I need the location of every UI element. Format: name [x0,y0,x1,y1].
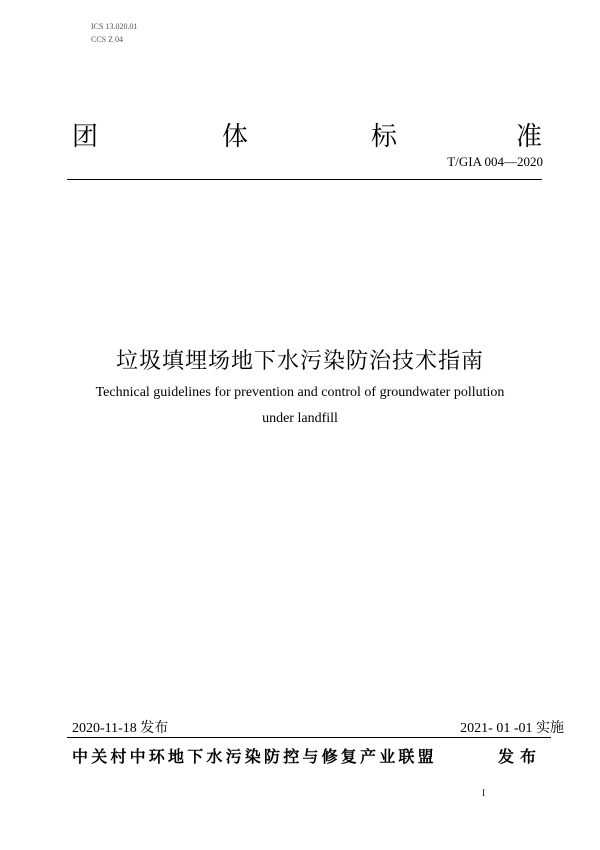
issue-date: 2020-11-18 发布 [72,721,169,736]
header-divider [67,179,542,180]
page-number: I [482,788,485,798]
standard-type-char: 准 [516,122,543,152]
issuer-suffix: 发布 [498,747,543,766]
footer-divider [67,737,551,738]
title-english-line2: under landfill [262,411,338,426]
standard-type-char: 标 [371,122,398,152]
title-chinese: 垃圾填埋场地下水污染防治技术指南 [115,349,484,374]
implement-date: 2021- 01 -01 实施 [460,721,564,736]
title-english-line1: Technical guidelines for prevention and control of groundwater pollution [95,385,505,400]
standard-type-char: 团 [72,122,99,152]
ccs-code: CCS Z 04 [91,35,124,44]
ics-code: ICS 13.020.01 [91,22,138,31]
issuer-name: 中关村中环地下水污染防控与修复产业联盟 [72,747,437,766]
standard-code: T/GIA 004—2020 [447,154,543,169]
standard-type-char: 体 [222,122,249,152]
classification-codes [91,20,137,46]
